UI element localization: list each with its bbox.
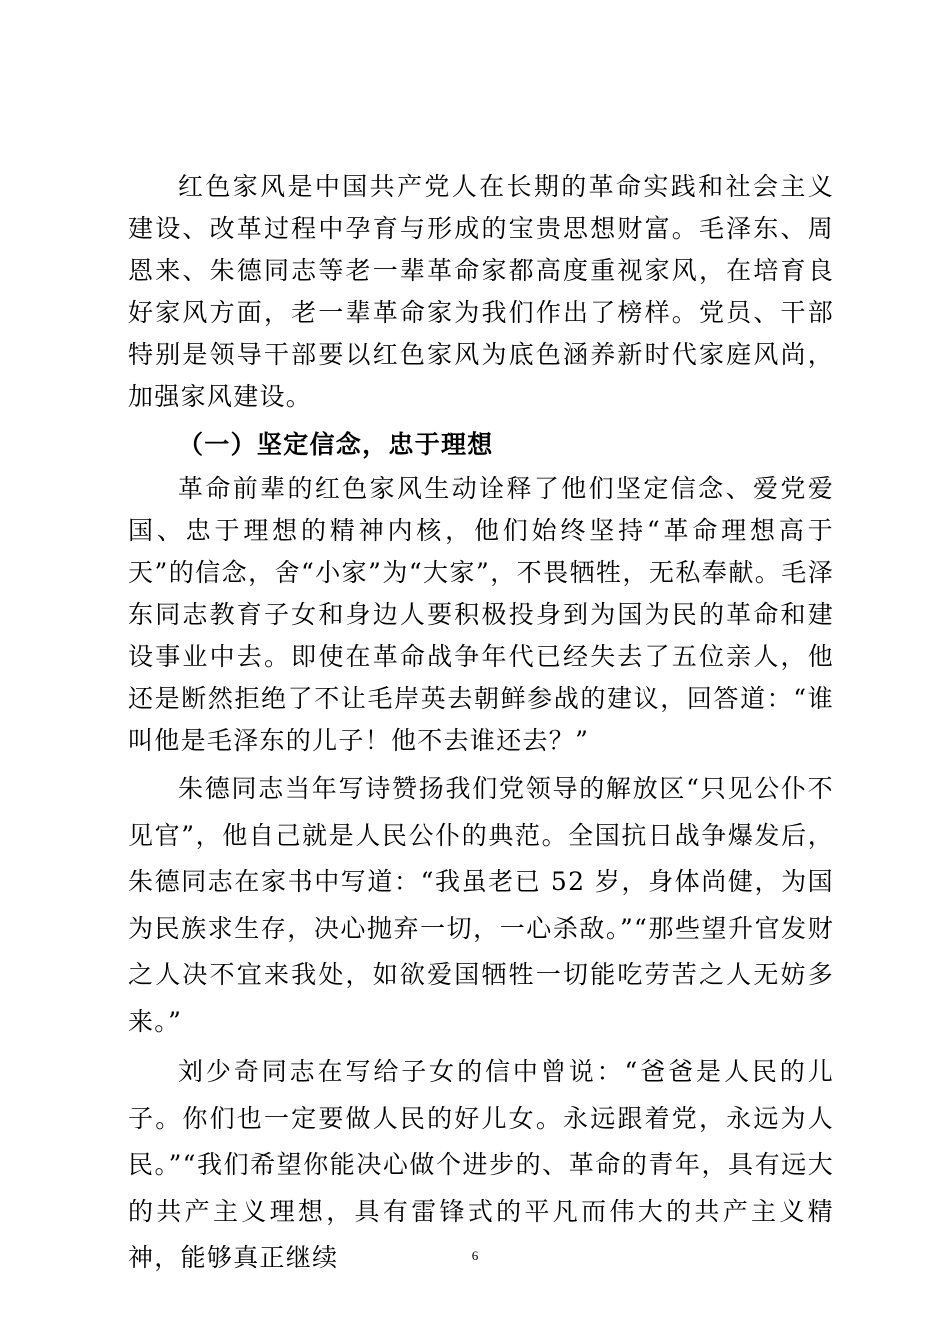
section-heading: （一）坚定信念，忠于理想 xyxy=(178,430,494,459)
page-number: 6 xyxy=(471,1248,479,1263)
paragraph-zhu: 朱德同志当年写诗赞扬我们党领导的解放区“只见公仆不见官”，他自己就是人民公仆的典范。全国抗日战争爆发后，朱德同志在家书中写道：“我虽老已 52 岁，身体尚健，为国为民族求生存，决心抛弃一切，一心杀敌。”“那些望升官发财之人决不宜来我处，如欲爱国牺牲一切能吃劳苦之人无妨多来。” xyxy=(128,774,834,1036)
paragraph-mao: 革命前辈的红色家风生动诠释了他们坚定信念、爱党爱国、忠于理想的精神内核，他们始终坚持“革命理想高于天”的信念，舍“小家”为“大家”，不畏牺牲，无私奉献。毛泽东同志教育子女和身边人要积极投身到为国为民的革命和建设事业中去。即使在革命战争年代已经失去了五位亲人，他还是断然拒绝了不让毛岸英去朝鲜参战的建议，回答道：“谁叫他是毛泽东的儿子！他不去谁还去？” xyxy=(128,474,834,755)
intro-paragraph: 红色家风是中国共产党人在长期的革命实践和社会主义建设、改革过程中孕育与形成的宝贵思想财富。毛泽东、周恩来、朱德同志等老一辈革命家都高度重视家风，在培育良好家风方面，老一辈革命家为我们作出了榜样。党员、干部特别是领导干部要以红色家风为底色涵养新时代家庭风尚，加强家风建设。 xyxy=(128,172,834,411)
paragraph-liu: 刘少奇同志在写给子女的信中曾说：“爸爸是人民的儿子。你们也一定要做人民的好儿女。永远跟着党，永远为人民。”“我们希望你能决心做个进步的、革命的青年，具有远大的共产主义理想，具有雷锋式的平凡而伟大的共产主义精神，能够真正继续 xyxy=(128,1057,834,1272)
document-body xyxy=(128,166,834,1282)
